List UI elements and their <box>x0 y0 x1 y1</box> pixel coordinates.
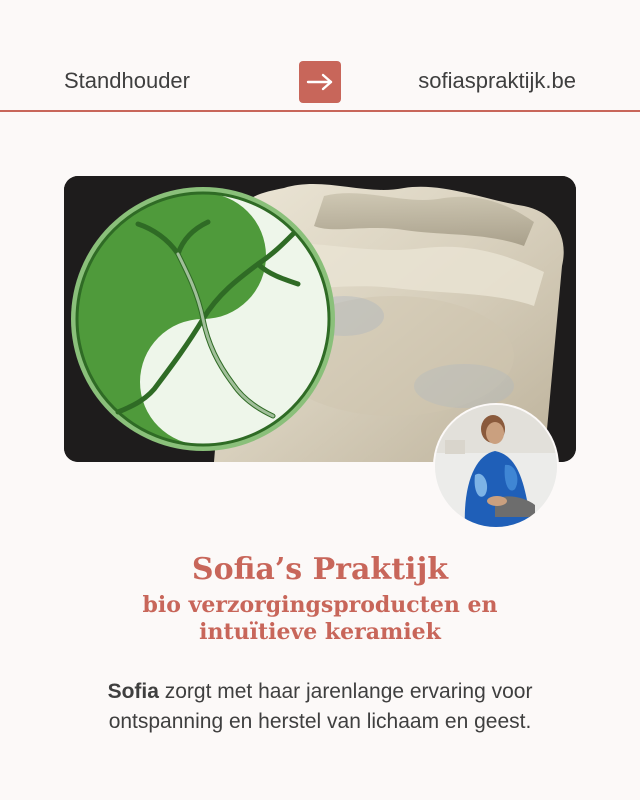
tree-of-life-yin-yang-icon <box>68 184 338 454</box>
top-bar <box>0 0 640 112</box>
arrow-link-button[interactable] <box>299 61 341 103</box>
description-line: ontspanning en herstel van lichaam en geest. <box>108 710 532 733</box>
portrait-photo <box>435 405 557 527</box>
subtitle-line: intuïtieve keramiek <box>199 619 441 645</box>
description-text: zorgt met haar jarenlange ervaring voor <box>158 680 533 703</box>
standhouder-label: Standhouder <box>64 68 190 93</box>
subtitle-line: bio verzorgingsproducten en <box>142 592 498 618</box>
description <box>0 677 640 737</box>
page-title: Sofia’s Praktijk <box>191 552 449 587</box>
page-subtitle <box>0 592 640 646</box>
arrow-right-icon <box>306 72 334 92</box>
website-link[interactable]: sofiaspraktijk.be <box>418 68 576 93</box>
avatar <box>435 405 557 527</box>
description-line <box>0 677 640 707</box>
description-name: Sofia <box>107 680 159 703</box>
